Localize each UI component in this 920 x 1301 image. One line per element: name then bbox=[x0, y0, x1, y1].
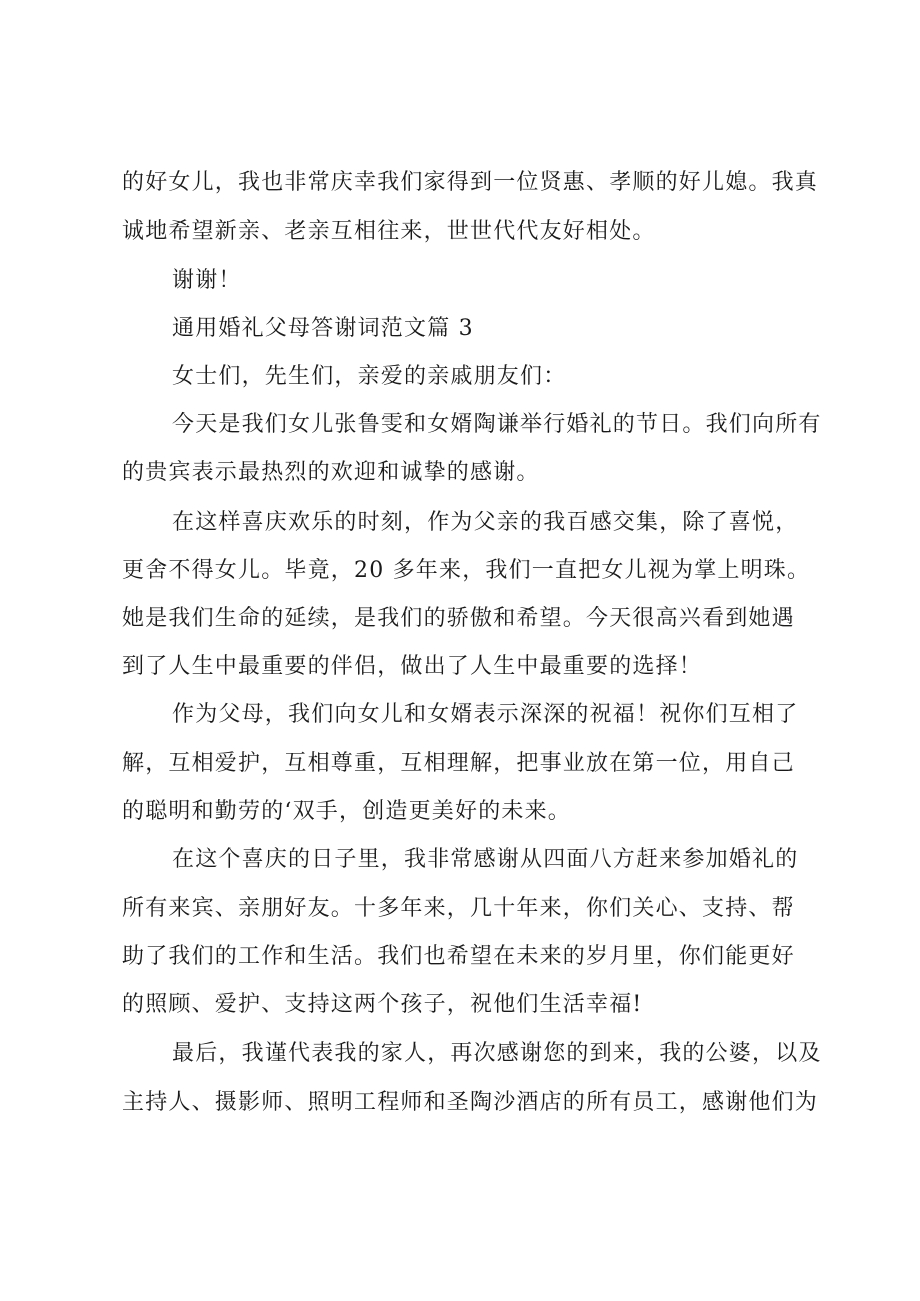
text-line: 的贵宾表示最热烈的欢迎和诚挚的感谢。 bbox=[122, 460, 540, 485]
text-line: 更舍不得女儿。毕竟，20 多年来，我们一直把女儿视为掌上明珠。 bbox=[122, 558, 811, 583]
text-line: 到了人生中最重要的伴侣，做出了人生中最重要的选择！ bbox=[122, 654, 703, 679]
text-line: 谢谢！ bbox=[172, 268, 242, 293]
text-line: 在这样喜庆欢乐的时刻，作为父亲的我百感交集，除了喜悦， bbox=[172, 510, 799, 535]
text-line: 解，互相爱护，互相尊重，互相理解，把事业放在第一位，用自己 bbox=[122, 751, 795, 776]
text-line: 今天是我们女儿张鲁雯和女婿陶谦举行婚礼的节日。我们向所有 bbox=[172, 412, 822, 437]
text-line: 最后，我谨代表我的家人，再次感谢您的到来，我的公婆，以及 bbox=[172, 1041, 822, 1066]
section-heading: 通用婚礼父母答谢词范文篇 3 bbox=[172, 316, 474, 341]
text-line: 的照顾、爱护、支持这两个孩子，祝他们生活幸福! bbox=[122, 992, 643, 1017]
text-line: 的好女儿，我也非常庆幸我们家得到一位贤惠、孝顺的好儿媳。我真 bbox=[122, 170, 819, 195]
text-line: 在这个喜庆的日子里，我非常感谢从四面八方赶来参加婚礼的 bbox=[172, 847, 799, 872]
text-line: 诚地希望新亲、老亲互相往来，世世代代友好相处。 bbox=[122, 219, 656, 244]
text-line: 助了我们的工作和生活。我们也希望在未来的岁月里，你们能更好 bbox=[122, 944, 795, 969]
salutation: 女士们，先生们，亲爱的亲戚朋友们： bbox=[172, 364, 567, 389]
text-line: 主持人、摄影师、照明工程师和圣陶沙酒店的所有员工，感谢他们为 bbox=[122, 1090, 819, 1115]
text-line: 所有来宾、亲朋好友。十多年来，几十年来，你们关心、支持、帮 bbox=[122, 896, 795, 921]
text-line: 她是我们生命的延续，是我们的骄傲和希望。今天很高兴看到她遇 bbox=[122, 606, 795, 631]
text-line: 的聪明和勤劳的‘双手，创造更美好的未来。 bbox=[122, 799, 571, 824]
text-line: 作为父母，我们向女儿和女婿表示深深的祝福！祝你们互相了 bbox=[172, 702, 799, 727]
